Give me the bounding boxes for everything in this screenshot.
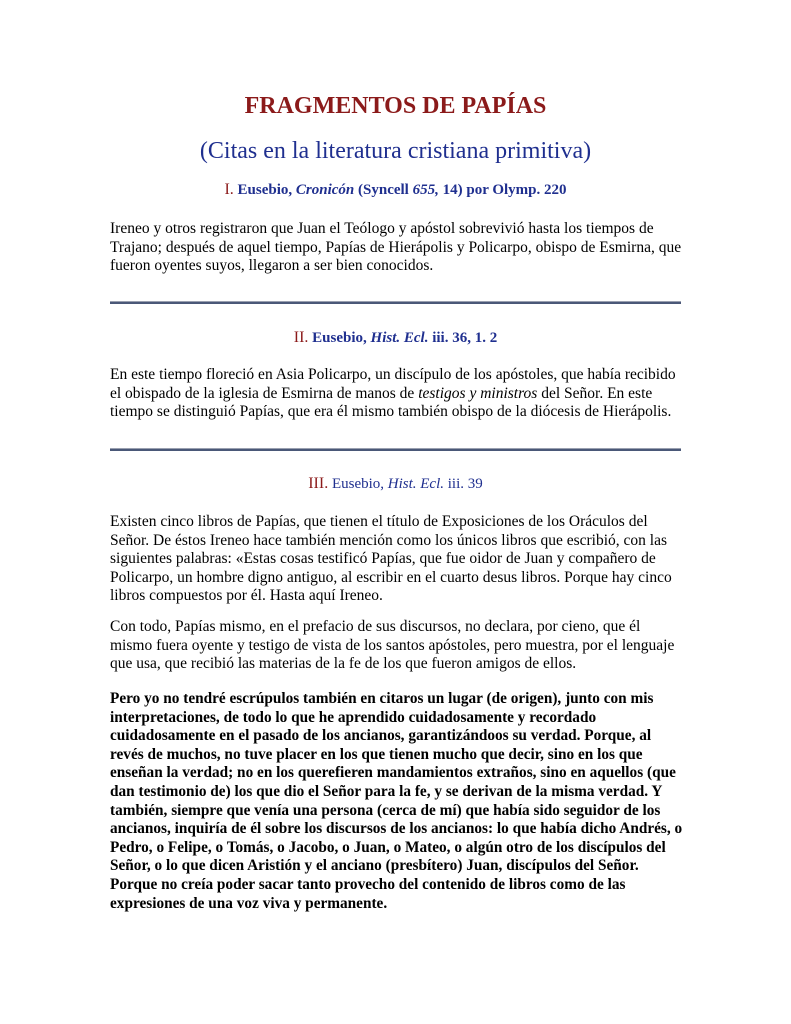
section-1-author: Eusebio,	[237, 182, 293, 198]
section-divider	[110, 448, 681, 451]
section-2-ref: iii. 36, 1. 2	[432, 330, 498, 346]
section-2-paragraph-c: del Señor. En este tiempo se distinguió Papías, que era él mismo también obispo de la diócesis de Hierápolis.	[110, 384, 672, 421]
section-1-ref-b: 655,	[412, 182, 439, 198]
section-2-heading	[0, 328, 791, 348]
section-1-work: Cronicón	[295, 182, 355, 198]
document-subtitle: (Citas en la literatura cristiana primitiva)	[199, 138, 592, 164]
section-1-ref-c: 14) por Olymp. 220	[442, 182, 567, 198]
section-3-paragraph-2: Con todo, Papías mismo, en el prefacio de sus discursos, no declara, por cieno, que él mismo fuera oyente y testigo de vista de los santos apóstoles, pero muestra, por el lenguaje que usa, que recibió las materias de la fe de los que fueron amigos de ellos.	[110, 618, 675, 673]
section-3-paragraph-1: Existen cinco libros de Papías, que tienen el título de Exposiciones de los Oráculos del Señor. De éstos Ireneo hace también mención como los únicos libros que escribió, con las siguientes palabras: «Estas cosas testificó Papías, que fue oidor de Juan y compañero de Policarpo, un hombre digno antiguo, al escribir en el cuarto desus libros. Porque hay cinco libros compuestos por él. Hasta aquí Ireneo.	[110, 513, 672, 605]
section-2-author: Eusebio,	[312, 330, 367, 346]
section-3-ref: iii. 39	[447, 476, 483, 492]
section-2-work: Hist. Ecl.	[370, 330, 429, 346]
section-2-paragraph	[110, 366, 685, 422]
section-3-author: Eusebio,	[331, 476, 385, 492]
section-2-paragraph-a: En este tiempo floreció en Asia Policarpo, un discípulo de los apóstoles, que había recibido el obispado de la iglesia de Esmirna de manos de	[110, 366, 676, 402]
section-1-ref-a: (Syncell	[358, 182, 409, 198]
section-2-paragraph-italic: testigos y ministros	[418, 384, 538, 402]
section-3-paragraph-3: Pero yo no tendré escrúpulos también en citaros un lugar (de origen), junto con mis interpretaciones, de todo lo que he aprendido cuidadosamente y recordado cuidadosamente en el pasado de los ancianos, garantizándoos su verdad. Porque, al revés de muchos, no tuve placer en los que tienen mucho que decir, sino en los que enseñan la verdad; no en los querefieren mandamientos extraños, sino en aquellos (que dan testimonio de) los que dio el Señor para la fe, y se derivan de la misma verdad. Y también, siempre que venía una persona (cerca de mí) que había sido seguidor de los ancianos, inquiría de él sobre los discursos de los ancianos: lo que había dicho Andrés, o Pedro, o Felipe, o Tomás, o Jacobo, o Juan, o Mateo, o algún otro de los discípulos del Señor, o lo que dicen Aristión y el anciano (presbítero) Juan, discípulos del Señor. Porque no creía poder sacar tanto provecho del contenido de libros como de las expresiones de una voz viva y permanente.	[110, 690, 683, 912]
section-divider	[110, 301, 681, 304]
section-2-numeral: II.	[293, 329, 309, 346]
section-3-numeral: III.	[308, 475, 329, 492]
document-title: FRAGMENTOS DE PAPÍAS	[244, 93, 547, 119]
section-1-numeral: I.	[224, 181, 234, 198]
section-3-work: Hist. Ecl.	[387, 476, 445, 492]
section-1-heading	[0, 180, 791, 200]
section-1-paragraph: Ireneo y otros registraron que Juan el Teólogo y apóstol sobrevivió hasta los tiempos de Trajano; después de aquel tiempo, Papías de Hierápolis y Policarpo, obispo de Esmirna, que fueron oyentes suyos, llegaron a ser bien conocidos.	[110, 220, 682, 275]
section-3-heading	[0, 474, 791, 494]
